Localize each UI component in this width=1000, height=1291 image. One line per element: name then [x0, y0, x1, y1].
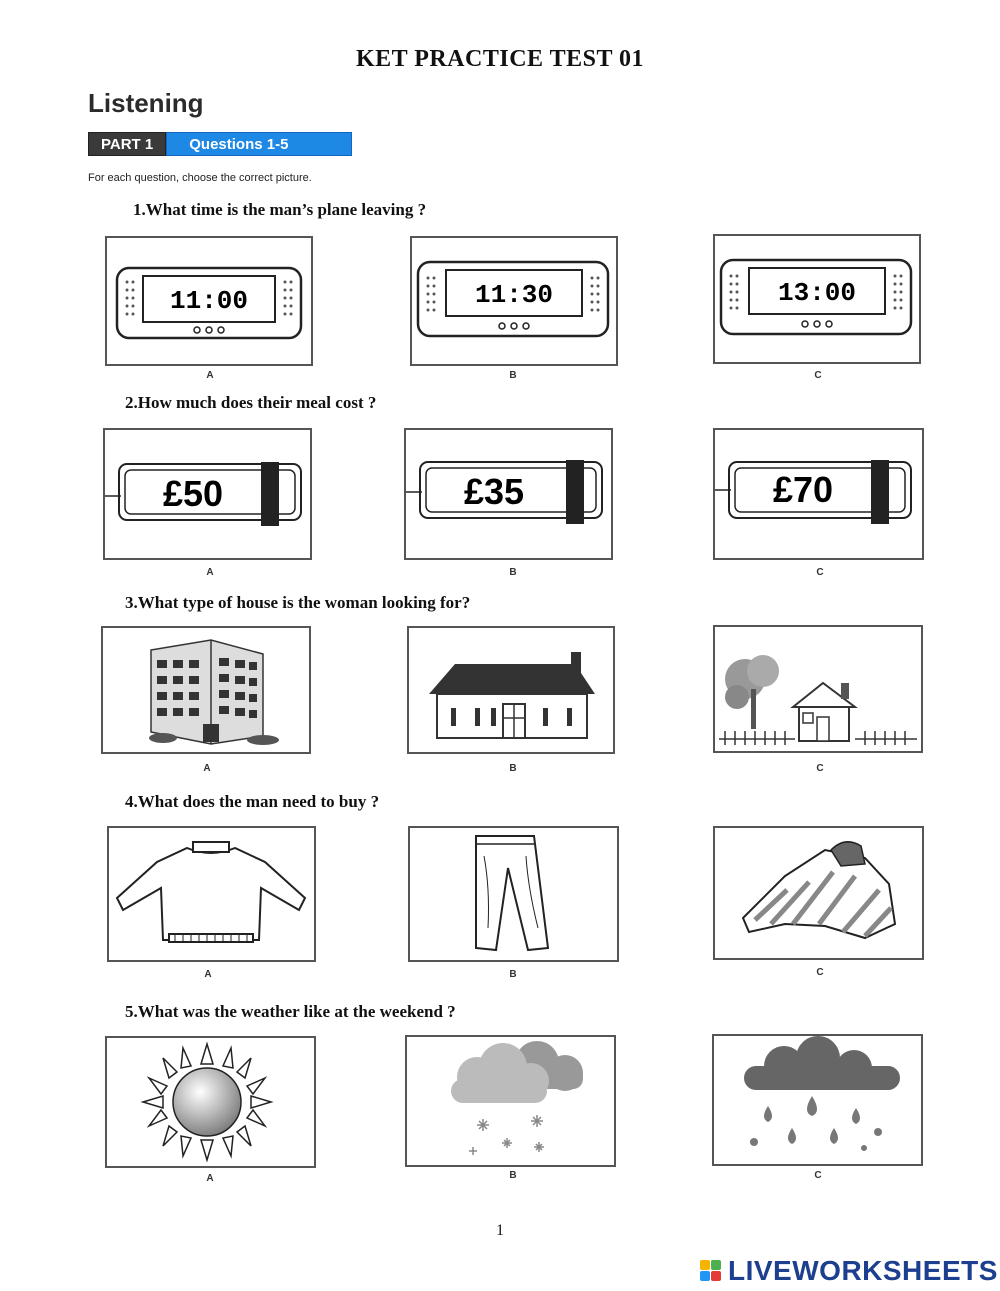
option-label: B: [509, 969, 517, 980]
q5-option-c-picture[interactable]: [712, 1034, 923, 1166]
q2-option-c-picture[interactable]: [713, 428, 924, 560]
snow-cloud-icon: [407, 1037, 614, 1165]
rain-cloud-icon: [714, 1036, 921, 1164]
q2-option-a-picture[interactable]: [103, 428, 312, 560]
option-label: B: [509, 1170, 517, 1181]
q1-option-c-picture[interactable]: [713, 234, 921, 364]
q1-option-a-picture[interactable]: [105, 236, 313, 366]
sun-icon: [107, 1038, 314, 1166]
section-heading: Listening: [88, 88, 204, 118]
q4-option-c-picture[interactable]: [713, 826, 924, 960]
q3-option-c-picture[interactable]: [713, 625, 923, 753]
option-label: A: [204, 969, 212, 980]
option-label: C: [816, 567, 824, 578]
apartment-building-icon: [103, 628, 309, 752]
part-banner: [88, 132, 352, 156]
instruction-text: For each question, choose the correct picture.: [88, 172, 312, 184]
option-label: B: [509, 370, 517, 381]
clock-display-icon: [715, 236, 919, 362]
brand-name: LIVEWORKSHEETS: [728, 1255, 998, 1286]
question-2-text: 2.How much does their meal cost ?: [125, 393, 377, 412]
option-label: B: [509, 567, 517, 578]
clock-display-icon: [107, 238, 311, 364]
brand-footer[interactable]: [700, 1255, 998, 1287]
q1-a-time: 11:00: [169, 286, 249, 316]
q2-c-price: £70: [772, 469, 834, 510]
clock-display-icon: [412, 238, 616, 364]
striped-shirt-icon: [715, 828, 922, 958]
option-label: C: [816, 763, 824, 774]
trousers-icon: [410, 828, 617, 960]
page-number: 1: [496, 1222, 504, 1239]
q5-option-a-picture[interactable]: [105, 1036, 316, 1168]
option-label: A: [203, 763, 211, 774]
part-label: PART 1: [88, 132, 166, 156]
option-label: B: [509, 763, 517, 774]
price-tag-icon: [715, 430, 922, 558]
page-title: KET PRACTICE TEST 01: [355, 46, 645, 72]
price-tag-icon: [105, 430, 310, 558]
q2-option-b-picture[interactable]: [404, 428, 613, 560]
question-1-text: 1.What time is the man’s plane leaving ?: [133, 200, 427, 219]
q1-option-b-picture[interactable]: [410, 236, 618, 366]
option-label: C: [816, 967, 824, 978]
question-4-text: 4.What does the man need to buy ?: [125, 792, 380, 811]
q2-a-price: £50: [162, 473, 224, 514]
q1-b-time: 11:30: [474, 280, 554, 310]
q4-option-b-picture[interactable]: [408, 826, 619, 962]
cottage-with-garden-icon: [715, 627, 921, 751]
option-label: A: [206, 567, 214, 578]
questions-range: Questions 1-5: [166, 132, 352, 156]
question-3-text: 3.What type of house is the woman looking for?: [125, 593, 471, 612]
option-label: A: [206, 1173, 214, 1184]
sweater-icon: [109, 828, 314, 960]
q5-option-b-picture[interactable]: [405, 1035, 616, 1167]
snowflakes: [469, 1115, 544, 1155]
option-label: C: [814, 370, 822, 381]
liveworksheets-logo-icon: [700, 1260, 722, 1282]
q2-b-price: £35: [463, 471, 525, 512]
bungalow-icon: [409, 628, 613, 752]
price-tag-icon: [406, 430, 611, 558]
q3-option-b-picture[interactable]: [407, 626, 615, 754]
q1-c-time: 13:00: [777, 278, 857, 308]
option-label: A: [206, 370, 214, 381]
option-label: C: [814, 1170, 822, 1181]
q3-option-a-picture[interactable]: [101, 626, 311, 754]
question-5-text: 5.What was the weather like at the weekend ?: [125, 1002, 456, 1021]
raindrops: [750, 1096, 882, 1151]
q4-option-a-picture[interactable]: [107, 826, 316, 962]
